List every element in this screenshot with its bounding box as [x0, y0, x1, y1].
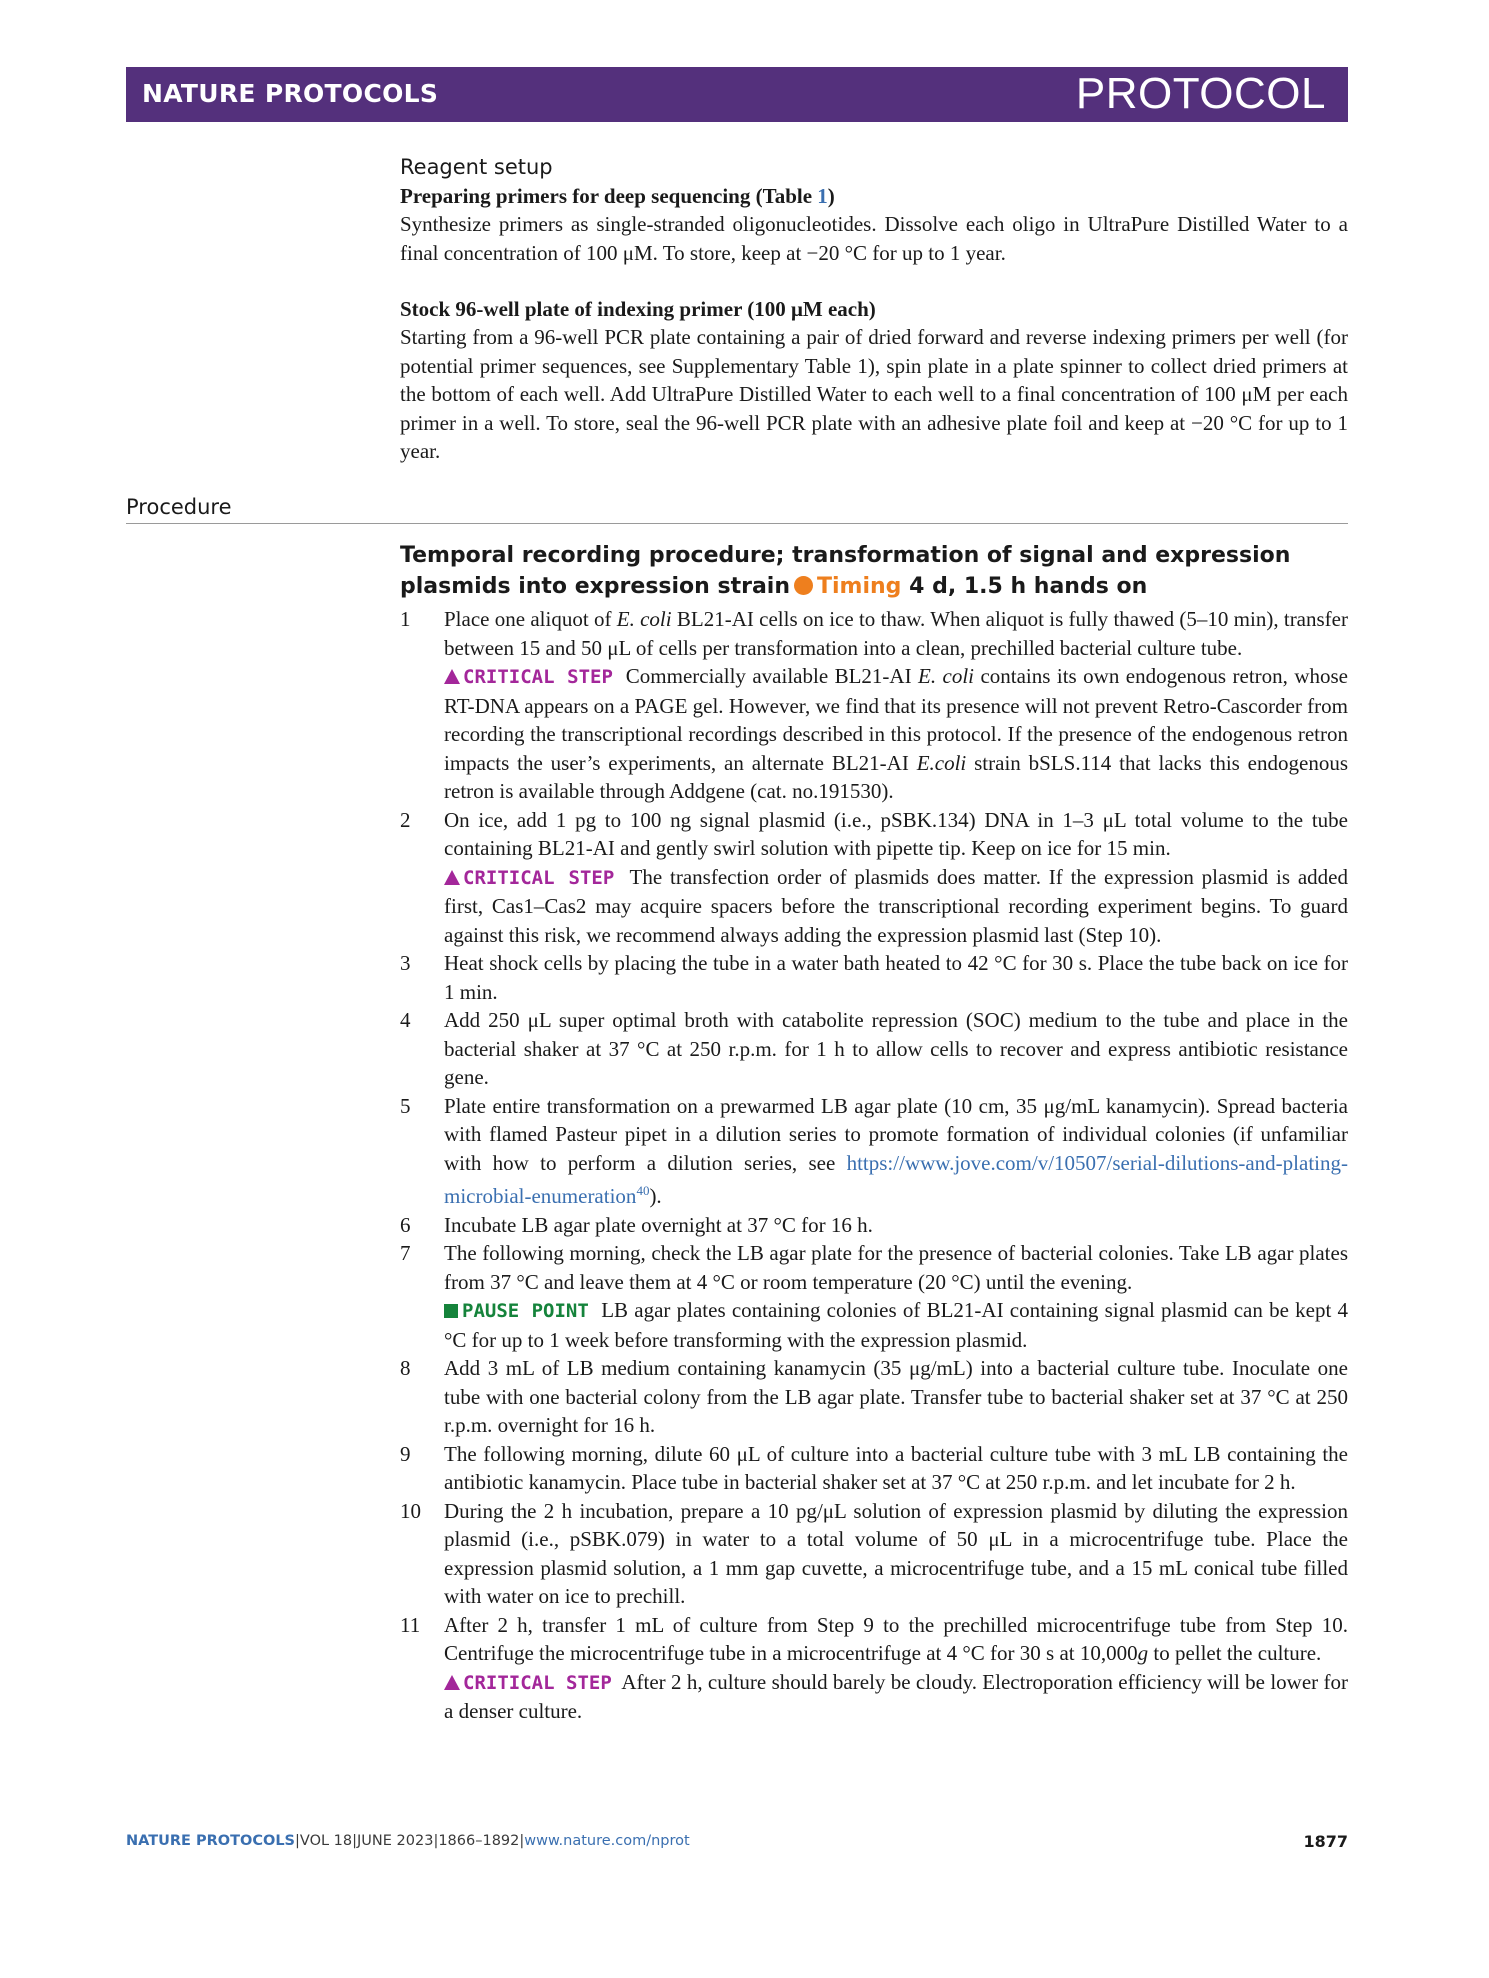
primers-body: Synthesize primers as single-stranded oligonucleotides. Dissolve each oligo in UltraPure Distilled Water to a final concentration of 100 μM. To store, keep at −20 °C for up to 1 year. — [400, 212, 1348, 265]
table-1-link[interactable]: 1 — [817, 184, 828, 208]
step-number: 10 — [400, 1498, 421, 1523]
pause-point-label: PAUSE POINT — [462, 1300, 589, 1322]
critical-step-note: CRITICAL STEP After 2 h, culture should barely be cloudy. Electroporation efficiency will be lower for a denser culture. — [444, 1669, 1348, 1723]
step-number: 1 — [400, 607, 411, 631]
stock-plate-body: Starting from a 96-well PCR plate containing a pair of dried forward and reverse indexing primers per well (for potential primer sequences, see Supplementary Table 1), spin plate in a plate spinner to collect dried primers at the bottom of each well. Add UltraPure Distilled Water to each well to a final concentration of 100 μM per each primer in a well. To store, seal the 96-well PCR plate with an adhesive plate foil and keep at −20 °C for up to 1 year. — [400, 325, 1348, 463]
step-number: 4 — [400, 1008, 411, 1032]
procedure-title: Temporal recording procedure; transformation of signal and expression plasmids into expression strain Timing 4 d, 1.5 h hands on — [400, 543, 1291, 599]
step-3: 3 Heat shock cells by placing the tube in a water bath heated to 42 °C for 30 s. Place the tube back on ice for 1 min. — [400, 949, 1348, 1006]
footer-url[interactable]: www.nature.com/nprot — [524, 1833, 690, 1849]
page-footer: NATURE PROTOCOLS|VOL 18|JUNE 2023|1866–1892|www.nature.com/nprot — [126, 1833, 690, 1849]
primers-heading: Preparing primers for deep sequencing (Table 1) — [400, 184, 835, 208]
journal-header-bar — [126, 67, 1348, 122]
timing-icon — [794, 576, 813, 595]
stock-plate-heading: Stock 96-well plate of indexing primer (100 μM each) — [400, 297, 876, 321]
reagent-setup-heading: Reagent setup — [400, 155, 553, 179]
step-number: 2 — [400, 807, 411, 832]
step-4: 4 Add 250 μL super optimal broth with catabolite repression (SOC) medium to the tube and place in the bacterial shaker at 37 °C at 250 r.p.m. for 1 h to allow cells to recover and express antibiotic resistance gene. — [400, 1006, 1348, 1092]
step-number: 5 — [400, 1093, 411, 1118]
warning-triangle-icon — [444, 669, 460, 684]
step-number: 11 — [400, 1612, 421, 1637]
footer-volume: VOL 18 — [299, 1833, 353, 1849]
warning-triangle-icon — [444, 1675, 460, 1690]
journal-name: NATURE PROTOCOLS — [142, 79, 439, 108]
step-number: 6 — [400, 1212, 411, 1237]
step-7: 7 The following morning, check the LB agar plate for the presence of bacterial colonies. Take LB agar plates from 37 °C and leave them at 4 °C or room temperature (20 °C) until the evening. PAUSE POINT LB agar plates containing colonies of BL21-AI containing signal plasmid can be kept 4 °C for up to 1 week before transforming with the expression plasmid. — [400, 1239, 1348, 1354]
step-number: 9 — [400, 1441, 411, 1466]
step-number: 8 — [400, 1356, 411, 1380]
step-9: 9 The following morning, dilute 60 μL of culture into a bacterial culture tube with 3 mL LB containing the antibiotic kanamycin. Place tube in bacterial shaker set at 37 °C at 250 r.p.m. and let incubate for 2 h. — [400, 1440, 1348, 1497]
step-11: 11 After 2 h, transfer 1 mL of culture from Step 9 to the prechilled microcentrifuge tube from Step 10. Centrifuge the microcentrifuge tube in a microcentrifuge at 4 °C for 30 s at 10,000g to pellet the culture. CRITICAL STEP After 2 h, culture should barely be cloudy. Electroporation efficiency will be lower for a denser culture. — [400, 1611, 1348, 1726]
footer-date: JUNE 2023 — [357, 1833, 434, 1849]
critical-step-label: CRITICAL STEP — [463, 866, 615, 889]
article-type: PROTOCOL — [1075, 69, 1326, 118]
critical-step-note: CRITICAL STEP Commercially available BL21-AI E. coli contains its own endogenous retron, whose RT-DNA appears on a PAGE gel. However, we find that its presence will not prevent Retro-Cascorder from recording the transcriptional recordings described in this protocol. If the presence of the endogenous retron impacts the user’s experiments, an alternate BL21-AI E.coli strain bSLS.114 that lacks this endogenous retron is available through Addgene (cat. no.191530). — [444, 664, 1348, 803]
step-6: 6 Incubate LB agar plate overnight at 37 °C for 16 h. — [400, 1211, 1348, 1240]
critical-step-label: CRITICAL STEP — [463, 1671, 612, 1694]
step-2: 2 On ice, add 1 pg to 100 ng signal plasmid (i.e., pSBK.134) DNA in 1–3 μL total volume to the tube containing BL21-AI and gently swirl solution with pipette tip. Keep on ice for 15 min. CRITICAL STEP The transfection order of plasmids does matter. If the expression plasmid is added first, Cas1–Cas2 may acquire spacers before the transcriptional recording experiment begins. To guard against this risk, we recommend always adding the expression plasmid last (Step 10). — [400, 806, 1348, 950]
reference-40[interactable]: 40 — [636, 1183, 650, 1198]
page-number: 1877 — [1303, 1832, 1348, 1851]
pause-square-icon — [444, 1304, 458, 1318]
critical-step-label: CRITICAL STEP — [463, 666, 613, 688]
footer-pages: 1866–1892 — [438, 1833, 520, 1849]
step-1: 1 Place one aliquot of E. coli BL21-AI cells on ice to thaw. When aliquot is fully thawed (5–10 min), transfer between 15 and 50 μL of cells per transformation into a clean, prechilled bacterial culture tube. CRITICAL STEP Commercially available BL21-AI E. coli contains its own endogenous retron, whose RT-DNA appears on a PAGE gel. However, we find that its presence will not prevent Retro-Cascorder from recording the transcriptional recordings described in this protocol. If the presence of the endogenous retron impacts the user’s experiments, an alternate BL21-AI E.coli strain bSLS.114 that lacks this endogenous retron is available through Addgene (cat. no.191530). — [400, 605, 1348, 806]
pause-point-note: PAUSE POINT LB agar plates containing colonies of BL21-AI containing signal plasmid can be kept 4 °C for up to 1 week before transforming with the expression plasmid. — [444, 1298, 1348, 1352]
procedure-section-label: Procedure — [126, 495, 232, 519]
step-8: 8 Add 3 mL of LB medium containing kanamycin (35 μg/mL) into a bacterial culture tube. Inoculate one tube with one bacterial colony from the LB agar plate. Transfer tube to bacterial shaker set at 37 °C at 250 r.p.m. overnight for 16 h. — [400, 1354, 1348, 1440]
warning-triangle-icon — [444, 870, 460, 885]
step-number: 7 — [400, 1241, 411, 1265]
step-number: 3 — [400, 951, 411, 975]
timing-label: Timing — [817, 574, 902, 599]
section-divider — [126, 523, 1348, 524]
procedure-steps — [400, 605, 1348, 1726]
timing-value: 4 d, 1.5 h hands on — [909, 574, 1148, 599]
step-10: 10 During the 2 h incubation, prepare a 10 pg/μL solution of expression plasmid by diluting the expression plasmid (i.e., pSBK.079) in water to a total volume of 50 μL in a microcentrifuge tube. Place the expression plasmid solution, a 1 mm gap cuvette, a microcentrifuge tube, and a 15 mL conical tube filled with water on ice to prechill. — [400, 1497, 1348, 1611]
jove-link[interactable]: https://www.jove.com/v/10507/serial-dilutions-and-plating-microbial-enumeration — [444, 1150, 1348, 1208]
critical-step-note: CRITICAL STEP The transfection order of plasmids does matter. If the expression plasmid is added first, Cas1–Cas2 may acquire spacers before the transcriptional recording experiment begins. To guard against this risk, we recommend always adding the expression plasmid last (Step 10). — [444, 864, 1348, 947]
reagent-setup-section — [400, 152, 1348, 466]
step-5: 5 Plate entire transformation on a prewarmed LB agar plate (10 cm, 35 μg/mL kanamycin). Spread bacteria with flamed Pasteur pipet in a dilution series to promote formation of individual colonies (if unfamiliar with how to perform a dilution series, see https://www.jove.com/v/10507/serial-dilutions-and-plating-microbial-enumeration$^{40}$). — [400, 1092, 1348, 1211]
footer-journal: NATURE PROTOCOLS — [126, 1833, 296, 1849]
